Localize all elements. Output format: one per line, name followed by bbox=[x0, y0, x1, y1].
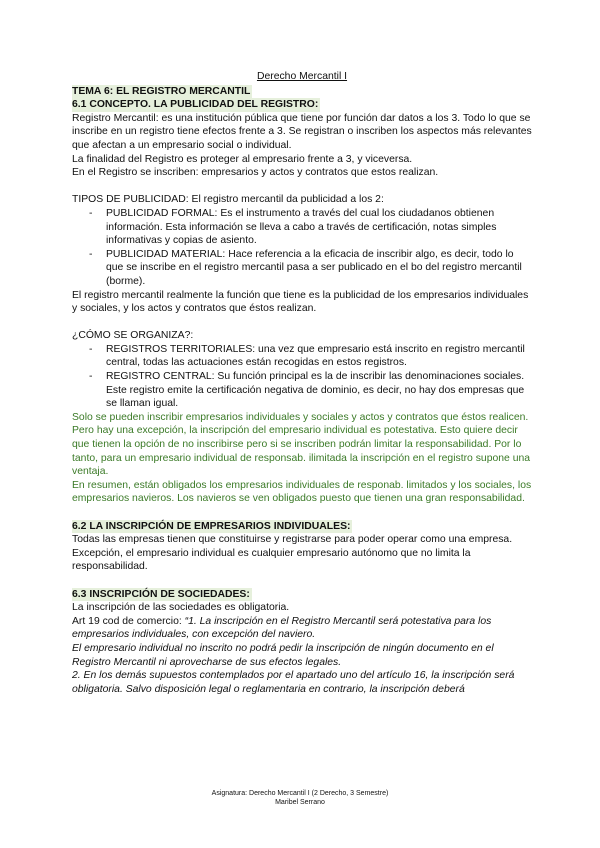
green-note-2: En resumen, están obligados los empresarios individuales de responab. limitados y los sociales, los empresarios navieros. Los navieros se ven obligados puesto que tienen una gran responsabilidad. bbox=[72, 479, 532, 505]
organiza-item-territoriales: - REGISTROS TERRITORIALES: una vez que empresario está inscrito en registro mercantil central, todas las actuaciones están recogidas en estos registros. bbox=[106, 343, 532, 370]
s63-paragraph-1: La inscripción de las sociedades es obligatoria. bbox=[72, 602, 290, 614]
page-footer bbox=[0, 789, 600, 807]
course-title: Derecho Mercantil I bbox=[256, 71, 348, 82]
tipos-intro: TIPOS DE PUBLICIDAD: El registro mercantil da publicidad a los 2: bbox=[72, 194, 384, 206]
s63-article-line-2: El empresario individual no inscrito no podrá pedir la inscripción de ningún documento en el Registro Mercantil ni aprovecharse de sus efectos legales. bbox=[72, 642, 494, 668]
s63-article-line-3: 2. En los demás supuestos contemplados por el apartado uno del artículo 16, la inscripción será obligatoria. Salvo disposición legal o reglamentaria en contrario, la inscripción deberá bbox=[72, 670, 515, 695]
footer-author: Maribel Serrano bbox=[275, 799, 325, 806]
page-content bbox=[72, 70, 532, 696]
section-6-2-heading: 6.2 LA INSCRIPCIÓN DE EMPRESARIOS INDIVIDUALES: bbox=[72, 520, 351, 532]
green-note-1: Solo se pueden inscribir empresarios individuales y sociales y actos y contratos que éstos realicen. Pero hay una excepción, la inscripción del empresario individual es potestativa. Esto quiere decir que tienen la opción de no inscribirse pero si se inscriben podrán limitar la responsabilidad. Por lo tanto, para un empresario individual de responsab. ilimitada la inscripción en el registro supone una ventaja. bbox=[72, 411, 531, 478]
tipos-item-material: - PUBLICIDAD MATERIAL: Hace referencia a la eficacia de inscribir algo, es decir, todo lo que se inscribe en el registro mercantil pasa a ser publicado en el bo del registro mercantil (borme). bbox=[106, 248, 532, 289]
s62-paragraph-1: Todas las empresas tienen que constituirse y registrarse para poder operar como una empresa. bbox=[72, 534, 513, 546]
section-6-1-heading: 6.1 CONCEPTO. LA PUBLICIDAD DEL REGISTRO: bbox=[72, 99, 319, 111]
footer-subject: Asignatura: Derecho Mercantil I (2 Derecho, 3 Semestre) bbox=[211, 790, 389, 797]
s63-article-quote bbox=[72, 615, 532, 642]
tipos-list bbox=[72, 207, 532, 289]
organiza-intro: ¿CÓMO SE ORGANIZA?: bbox=[72, 330, 194, 342]
s61-paragraph-2: La finalidad del Registro es proteger al empresario frente a 3, y viceversa. bbox=[72, 153, 413, 165]
organiza-list bbox=[72, 343, 532, 411]
organiza-item-central: - REGISTRO CENTRAL: Su función principal es la de inscribir las denominaciones sociales. Este registro emite la certificación negativa de dominio, es decir, no hay dos empresas que se llaman igual. bbox=[106, 370, 532, 411]
s61-paragraph-4: El registro mercantil realmente la función que tiene es la publicidad de los empresarios individuales y sociales, y los actos y contratos que éstos realizan. bbox=[72, 289, 529, 315]
s61-paragraph-1: Registro Mercantil: es una institución pública que tiene por función dar datos a los 3. Todo lo que se inscribe en un registro tiene efectos frente a 3. Se registran o inscriben los aspectos más relevantes que afectan a un empresario social o individual. bbox=[72, 112, 532, 151]
topic-title: TEMA 6: EL REGISTRO MERCANTIL bbox=[72, 85, 251, 97]
s61-paragraph-3: En el Registro se inscriben: empresarios y actos y contratos que estos realizan. bbox=[72, 167, 439, 179]
s62-paragraph-2: Excepción, el empresario individual es cualquier empresario autónomo que no limita la responsabilidad. bbox=[72, 547, 471, 573]
article-quote-text: “1. La inscripción en el Registro Mercantil será potestativa para los empresarios individuales, con excepción del naviero. bbox=[72, 615, 492, 641]
article-prefix: Art 19 cod de comercio: bbox=[72, 615, 185, 627]
tipos-item-formal: - PUBLICIDAD FORMAL: Es el instrumento a través del cual los ciudadanos obtienen información. Esta información se lleva a cabo a través de certificación, notas simples informativas y copias de asiento. bbox=[106, 207, 532, 248]
section-6-3-heading: 6.3 INSCRIPCIÓN DE SOCIEDADES: bbox=[72, 588, 250, 600]
